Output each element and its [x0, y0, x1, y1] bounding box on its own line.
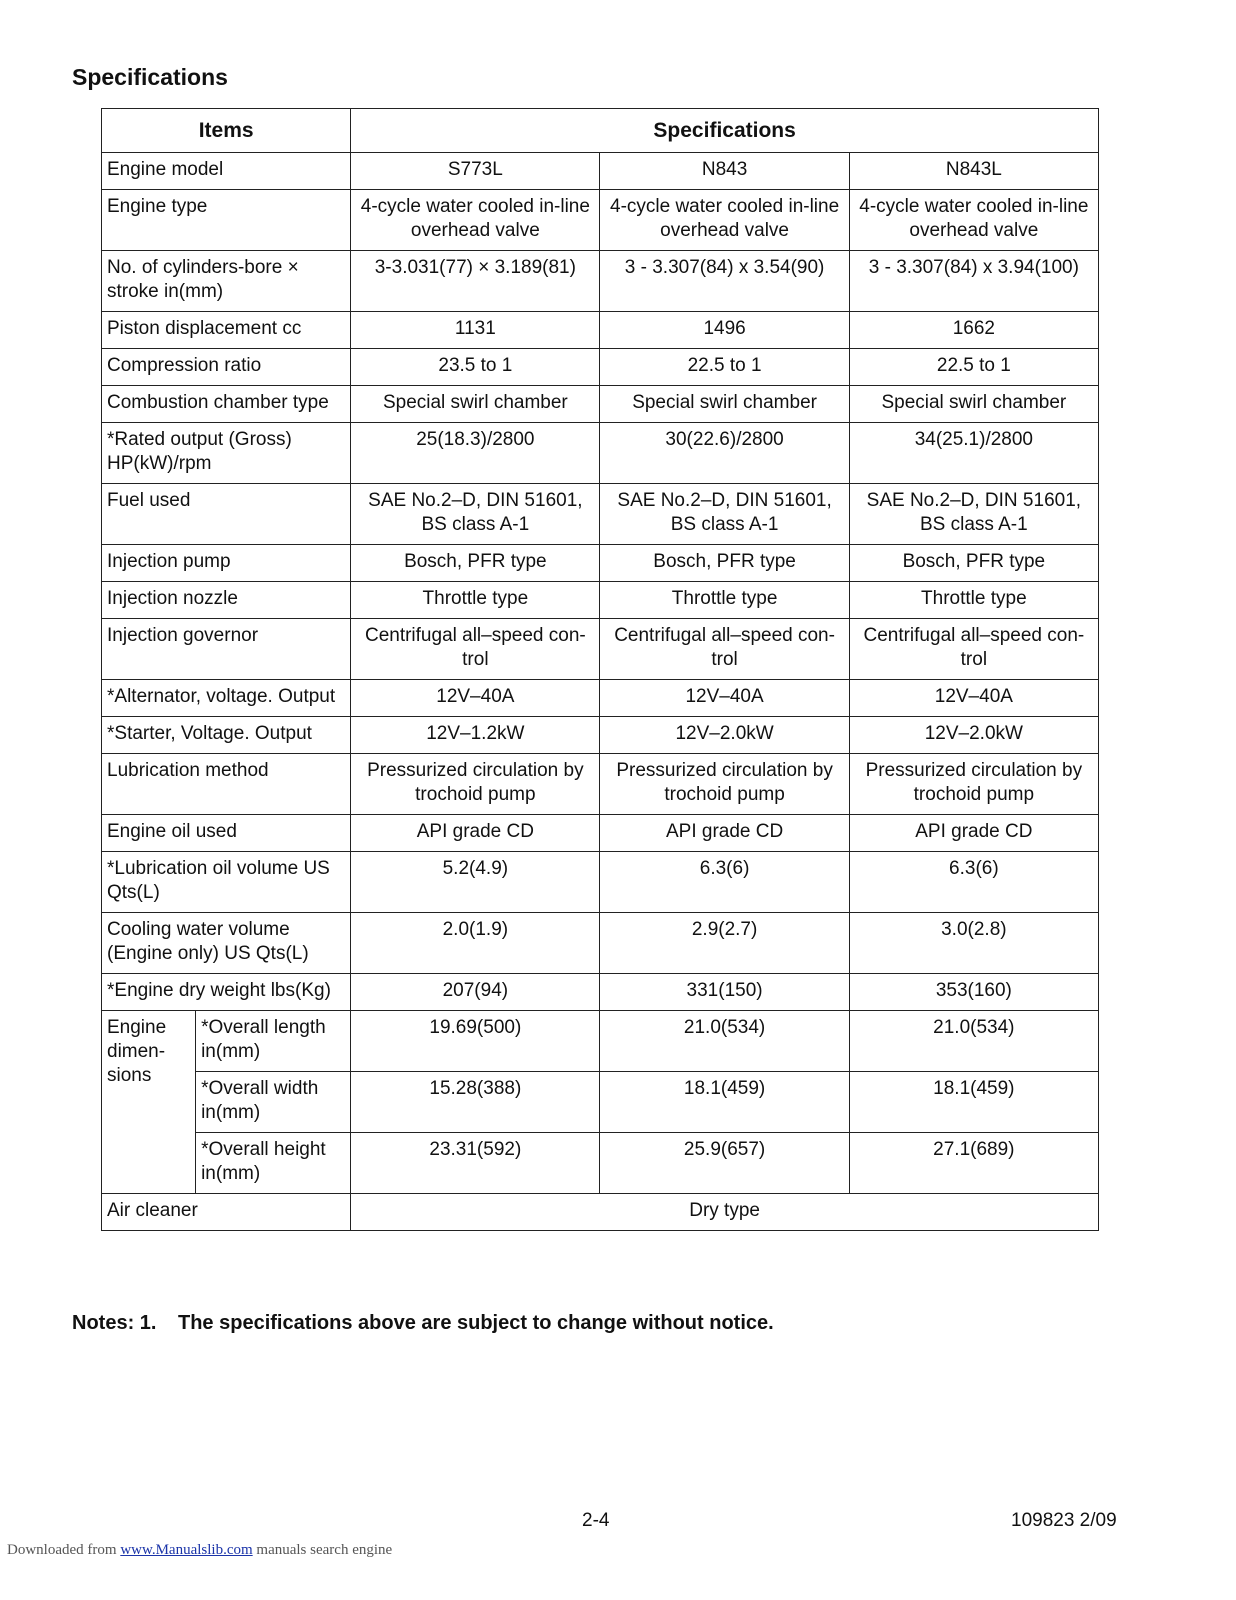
table-row	[102, 190, 1099, 251]
dimension-label: *Overall length in(mm)	[196, 1011, 351, 1072]
row-value: 12V–40A	[600, 680, 849, 717]
row-value: 12V–2.0kW	[600, 717, 849, 754]
row-value: 12V–40A	[351, 680, 600, 717]
row-label: *Lubrication oil volume US Qts(L)	[102, 852, 351, 913]
table-row	[102, 349, 1099, 386]
row-value: 1131	[351, 312, 600, 349]
row-value: Throttle type	[600, 582, 849, 619]
row-value: Centrifugal all–speed con-trol	[849, 619, 1098, 680]
row-value: 3 - 3.307(84) x 3.54(90)	[600, 251, 849, 312]
row-value: Pressurized circulation by trochoid pump	[351, 754, 600, 815]
table-row	[102, 484, 1099, 545]
row-value: 25(18.3)/2800	[351, 423, 600, 484]
row-value: API grade CD	[849, 815, 1098, 852]
row-value: 34(25.1)/2800	[849, 423, 1098, 484]
row-value: Centrifugal all–speed con-trol	[351, 619, 600, 680]
row-label: *Rated output (Gross) HP(kW)/rpm	[102, 423, 351, 484]
row-value: Throttle type	[849, 582, 1098, 619]
row-label: Piston displacement cc	[102, 312, 351, 349]
row-value: 1662	[849, 312, 1098, 349]
row-value: 6.3(6)	[849, 852, 1098, 913]
table-row	[102, 386, 1099, 423]
table-row	[102, 852, 1099, 913]
dimension-value: 23.31(592)	[351, 1133, 600, 1194]
page-title: Specifications	[72, 64, 228, 90]
table-row	[102, 717, 1099, 754]
row-value: 1496	[600, 312, 849, 349]
dimensions-group-label: Engine dimen-sions	[102, 1011, 196, 1194]
table-row	[102, 312, 1099, 349]
row-label: Injection pump	[102, 545, 351, 582]
table-row	[102, 754, 1099, 815]
dimension-value: 25.9(657)	[600, 1133, 849, 1194]
row-label: Injection nozzle	[102, 582, 351, 619]
row-value: SAE No.2–D, DIN 51601, BS class A-1	[849, 484, 1098, 545]
footer-link[interactable]: www.Manualslib.com	[120, 1542, 253, 1558]
dimension-value: 27.1(689)	[849, 1133, 1098, 1194]
row-value: 4-cycle water cooled in-line overhead valve	[351, 190, 600, 251]
row-value: 2.9(2.7)	[600, 913, 849, 974]
table-row	[102, 153, 1099, 190]
row-value: Special swirl chamber	[351, 386, 600, 423]
table-body	[102, 153, 1099, 1231]
row-value: SAE No.2–D, DIN 51601, BS class A-1	[600, 484, 849, 545]
row-value: 23.5 to 1	[351, 349, 600, 386]
header-specifications: Specifications	[351, 109, 1099, 153]
dimension-value: 21.0(534)	[849, 1011, 1098, 1072]
row-value: 12V–2.0kW	[849, 717, 1098, 754]
row-label: Engine model	[102, 153, 351, 190]
row-value: 331(150)	[600, 974, 849, 1011]
footer-prefix: Downloaded from	[7, 1542, 117, 1558]
row-value: Centrifugal all–speed con-trol	[600, 619, 849, 680]
table-row	[102, 619, 1099, 680]
table-row	[102, 545, 1099, 582]
row-value: N843L	[849, 153, 1098, 190]
row-value: 6.3(6)	[600, 852, 849, 913]
air-cleaner-row	[102, 1194, 1099, 1231]
row-value: S773L	[351, 153, 600, 190]
row-value: SAE No.2–D, DIN 51601, BS class A-1	[351, 484, 600, 545]
row-value: Bosch, PFR type	[849, 545, 1098, 582]
table-row	[102, 423, 1099, 484]
dimension-label: *Overall width in(mm)	[196, 1072, 351, 1133]
row-label: Cooling water volume (Engine only) US Qts(L)	[102, 913, 351, 974]
specifications-table	[101, 108, 1099, 1231]
table-row	[102, 251, 1099, 312]
row-value: Pressurized circulation by trochoid pump	[600, 754, 849, 815]
row-label: Lubrication method	[102, 754, 351, 815]
dimension-row	[102, 1133, 1099, 1194]
row-value: 22.5 to 1	[849, 349, 1098, 386]
row-value: Pressurized circulation by trochoid pump	[849, 754, 1098, 815]
row-value: N843	[600, 153, 849, 190]
notes	[72, 1312, 774, 1335]
footer-suffix: manuals search engine	[256, 1542, 393, 1558]
row-value: API grade CD	[600, 815, 849, 852]
row-label: Compression ratio	[102, 349, 351, 386]
row-label: Injection governor	[102, 619, 351, 680]
row-value: 3-3.031(77) × 3.189(81)	[351, 251, 600, 312]
row-label: *Alternator, voltage. Output	[102, 680, 351, 717]
row-value: API grade CD	[351, 815, 600, 852]
row-value: Special swirl chamber	[600, 386, 849, 423]
row-value: 3.0(2.8)	[849, 913, 1098, 974]
dimension-value: 15.28(388)	[351, 1072, 600, 1133]
row-label: Engine type	[102, 190, 351, 251]
dimension-label: *Overall height in(mm)	[196, 1133, 351, 1194]
air-cleaner-value: Dry type	[351, 1194, 1099, 1231]
document-code: 109823 2/09	[1011, 1510, 1117, 1531]
row-value: 4-cycle water cooled in-line overhead valve	[600, 190, 849, 251]
table-row	[102, 974, 1099, 1011]
row-value: 5.2(4.9)	[351, 852, 600, 913]
row-value: Bosch, PFR type	[351, 545, 600, 582]
row-value: 12V–1.2kW	[351, 717, 600, 754]
dimension-row	[102, 1072, 1099, 1133]
page-number: 2-4	[582, 1510, 610, 1531]
row-value: 2.0(1.9)	[351, 913, 600, 974]
air-cleaner-label: Air cleaner	[102, 1194, 351, 1231]
header-items: Items	[102, 109, 351, 153]
download-footer	[7, 1542, 392, 1559]
row-value: 3 - 3.307(84) x 3.94(100)	[849, 251, 1098, 312]
row-value: 207(94)	[351, 974, 600, 1011]
row-label: Fuel used	[102, 484, 351, 545]
dimension-value: 21.0(534)	[600, 1011, 849, 1072]
dimension-value: 19.69(500)	[351, 1011, 600, 1072]
table-row	[102, 913, 1099, 974]
row-value: 22.5 to 1	[600, 349, 849, 386]
row-value: 353(160)	[849, 974, 1098, 1011]
row-value: 30(22.6)/2800	[600, 423, 849, 484]
dimension-value: 18.1(459)	[849, 1072, 1098, 1133]
table-row	[102, 815, 1099, 852]
row-value: Throttle type	[351, 582, 600, 619]
row-label: No. of cylinders-bore × stroke in(mm)	[102, 251, 351, 312]
notes-label: Notes: 1.	[72, 1312, 157, 1334]
row-label: *Starter, Voltage. Output	[102, 717, 351, 754]
notes-text: The specifications above are subject to change without notice.	[178, 1312, 774, 1334]
table-row	[102, 680, 1099, 717]
dimension-row	[102, 1011, 1099, 1072]
row-value: Special swirl chamber	[849, 386, 1098, 423]
table-header-row	[102, 109, 1099, 153]
dimension-value: 18.1(459)	[600, 1072, 849, 1133]
row-label: Combustion chamber type	[102, 386, 351, 423]
row-value: 4-cycle water cooled in-line overhead valve	[849, 190, 1098, 251]
row-value: Bosch, PFR type	[600, 545, 849, 582]
row-label: *Engine dry weight lbs(Kg)	[102, 974, 351, 1011]
row-label: Engine oil used	[102, 815, 351, 852]
table-row	[102, 582, 1099, 619]
row-value: 12V–40A	[849, 680, 1098, 717]
